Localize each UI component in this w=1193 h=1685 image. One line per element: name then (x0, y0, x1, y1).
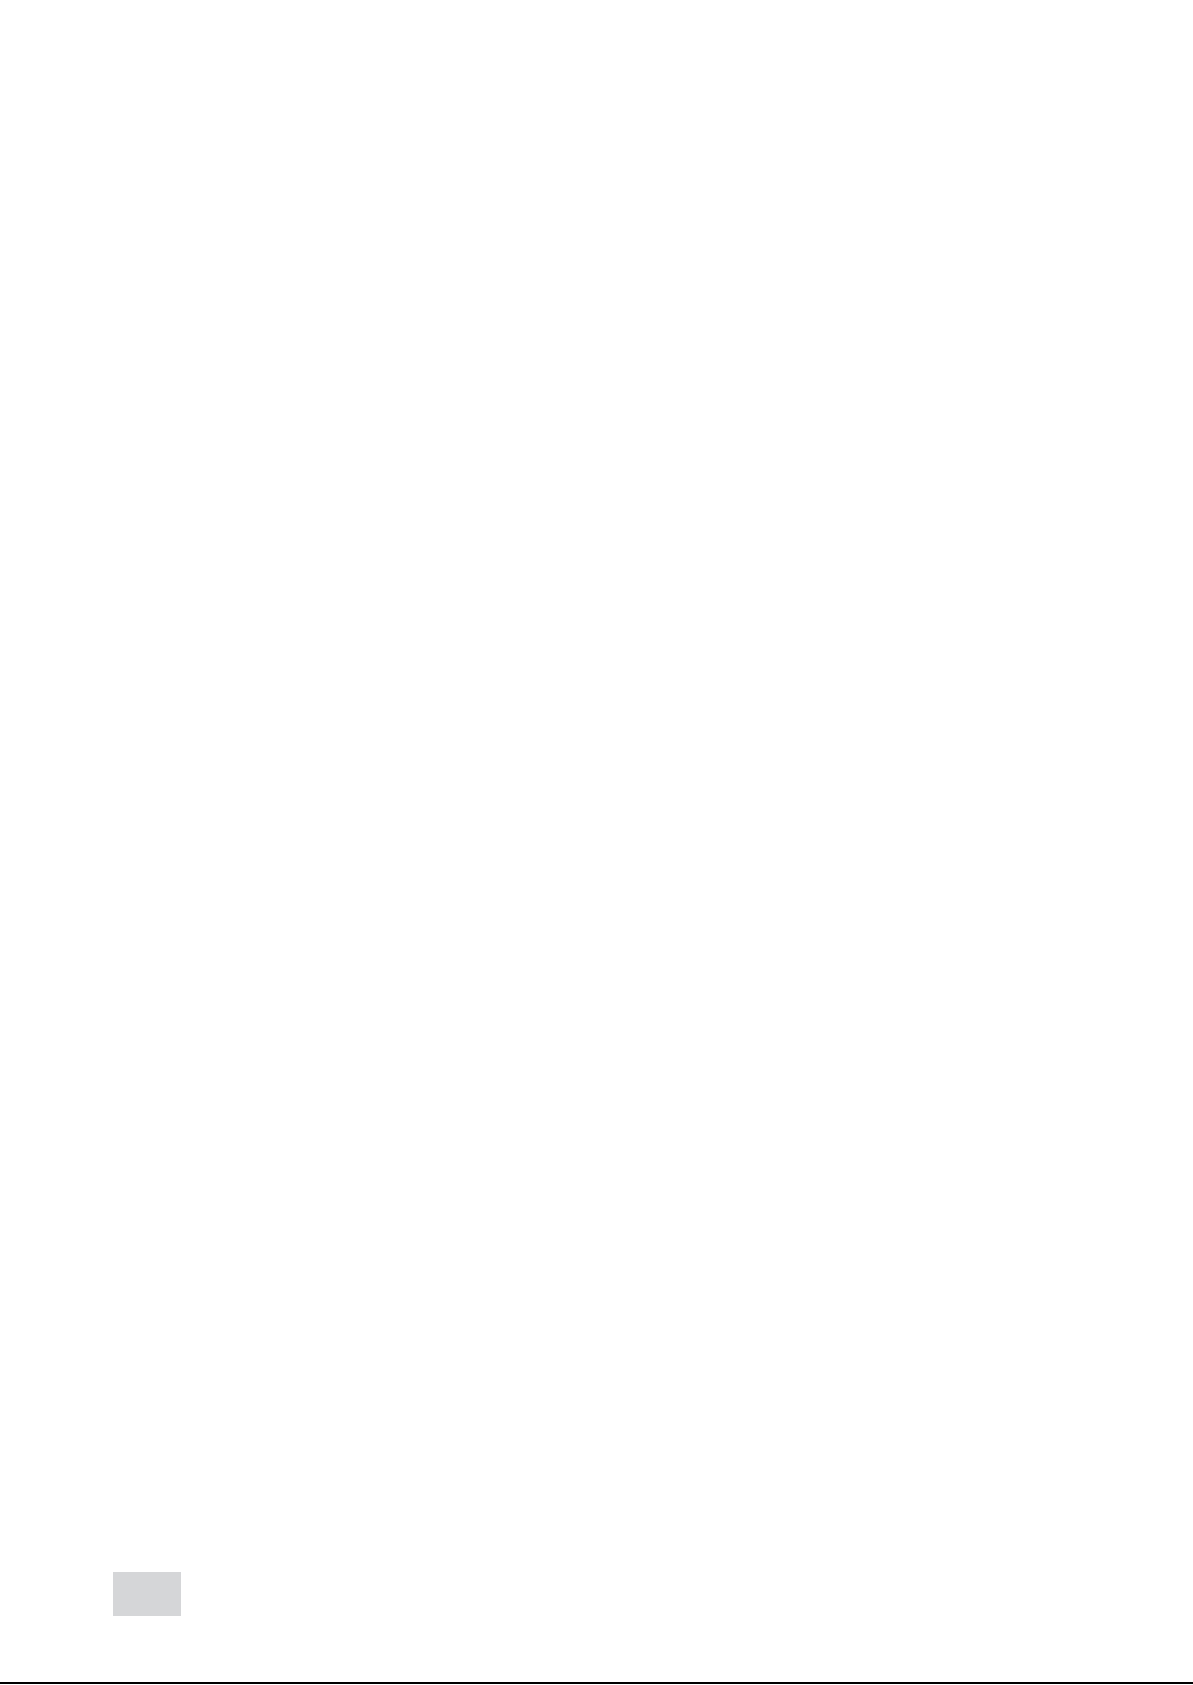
legend-swatch (113, 1572, 181, 1616)
footer-rule (0, 1682, 1193, 1684)
